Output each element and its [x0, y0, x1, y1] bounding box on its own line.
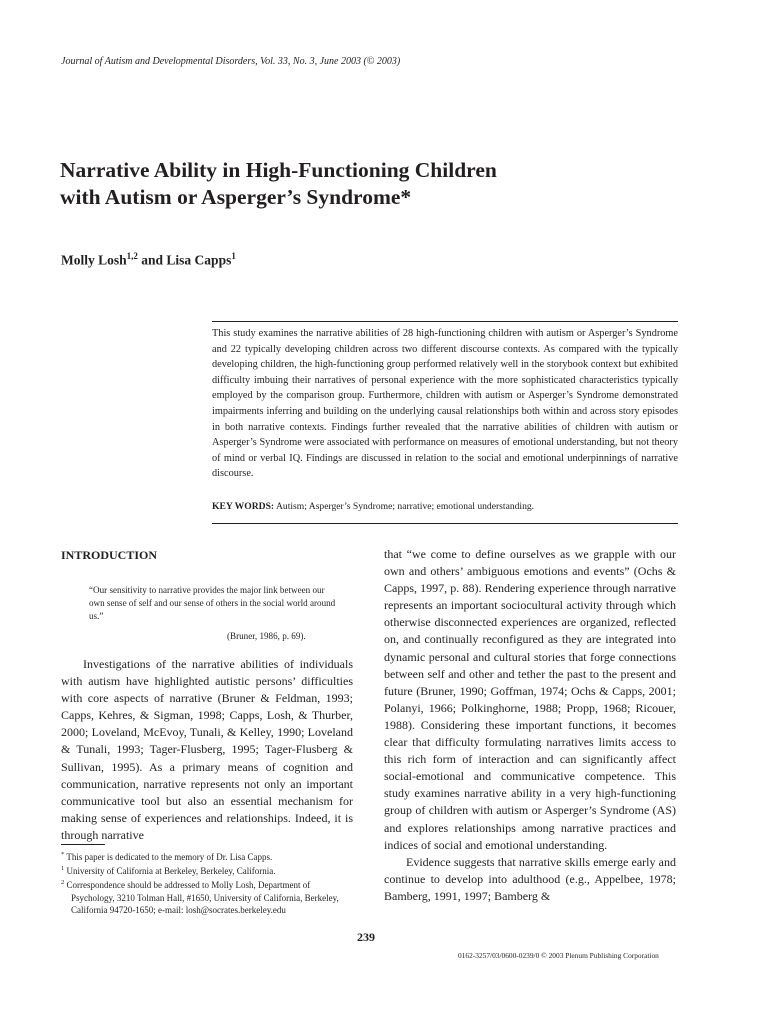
abstract-top-rule	[212, 321, 678, 322]
abstract: This study examines the narrative abilities of 28 high-functioning children with autism or Asperger’s Syndrome and 22 typically developing children across two different discourse contexts. As compared with the typically developing children, the high-functioning group performed relatively well in the storybook context but exhibited difficulty imbuing their narratives of personal experience with the more sophisticated characteristics typically employed by the comparison group. Furthermore, children with autism or Asperger’s Syndrome demonstrated impairments inferring and building on the underlying causal relationships both within and across story episodes in both narrative contexts. Findings further revealed that the narrative abilities of children with autism or Asperger’s Syndrome were associated with performance on measures of emotional understanding, but not theory of mind or verbal IQ. Findings are discussed in relation to the social and emotional underpinnings of narrative discourse.	[212, 328, 678, 480]
abstract-bottom-rule	[212, 523, 678, 524]
footnote	[61, 863, 355, 877]
copyright-line: 0162-3257/03/0600-0239/0 © 2003 Plenum Publishing Corporation	[458, 951, 659, 960]
affiliation-mark: 1,2	[126, 251, 138, 261]
author-name: Lisa Capps	[166, 252, 232, 268]
keywords-list: Autism; Asperger’s Syndrome; narrative; emotional understanding.	[274, 501, 535, 512]
footnote-mark: 1	[61, 865, 65, 873]
footnote-mark: *	[61, 851, 65, 858]
title-line-1: Narrative Ability in High-Functioning Children	[60, 158, 497, 182]
keywords-label: KEY WORDS:	[212, 501, 275, 512]
body-paragraph: Investigations of the narrative abilities of individuals with autism have highlighted autistic persons’ difficulties with core aspects of narrative (Bruner & Feldman, 1993; Capps, Kehres, & Sigman, 1998; Capps, Losh, & Thurber, 2000; Loveland, McEvoy, Tunali, & Kelley, 1990; Loveland & Tunali, 1993; Tager-Flusberg, 1995; Tager-Flusberg & Sullivan, 1995). As a primary means of cognition and communication, narrative represents not only an important communicative tool but also an essential mechanism for making sense of experiences and relationships. Indeed, it is through narrative	[61, 657, 353, 842]
author-name: Molly Losh	[61, 252, 127, 268]
section-heading: INTRODUCTION	[61, 548, 158, 562]
epigraph-quote: “Our sensitivity to narrative provides the major link between our own sense of self and our sense of others in the social world around us.”	[89, 585, 336, 621]
body-paragraph: Evidence suggests that narrative skills emerge early and continue to develop into adulthood (e.g., Appelbee, 1978; Bamberg, 1991, 1997; Bamberg &	[384, 854, 676, 903]
footnote-mark: 2	[61, 879, 65, 887]
footnote	[61, 877, 355, 916]
keywords	[212, 501, 678, 512]
footnote-rule	[61, 844, 105, 845]
author-separator: and	[137, 252, 167, 268]
title-line-2: with Autism or Asperger’s Syndrome*	[60, 185, 412, 209]
author-list	[61, 251, 236, 269]
footnote-text: This paper is dedicated to the memory of Dr. Lisa Capps.	[64, 852, 273, 862]
article-title	[60, 157, 700, 211]
journal-citation: Journal of Autism and Developmental Disorders, Vol. 33, No. 3, June 2003 (© 2003)	[61, 56, 401, 67]
footnote	[61, 849, 355, 863]
right-column	[384, 546, 676, 905]
footnote-text: University of California at Berkeley, Berkeley, California.	[64, 866, 276, 877]
epigraph-citation: (Bruner, 1986, p. 69).	[227, 631, 306, 641]
body-paragraph: that “we come to define ourselves as we grapple with our own and others’ ambiguous emotions and events” (Ochs & Capps, 1997, p. 88). Rendering experience through narrative represents an important sociocultural activity through which otherwise disconnected experiences are organized, reflected on, and continually reconfigured as they are integrated into dynamic personal and cultural stories that forge connections between self and other and tether the past to the present and future (Bruner, 1990; Goffman, 1974; Ochs & Capps, 2001; Polanyi, 1966; Polkinghorne, 1988; Propp, 1968; Ricouer, 1988). Considering these important functions, it becomes clear that difficulty formulating narratives limits access to this rich form of interaction and can significantly affect social-emotional and communicative competence. This study examines narrative ability in a very high-functioning group of children with autism or Asperger’s Syndrome (AS) and explores relationships among narrative practices and indices of social and emotional understanding.	[384, 547, 676, 852]
footnotes	[61, 849, 355, 916]
left-column	[61, 656, 353, 844]
page-number: 239	[357, 930, 375, 944]
affiliation-mark: 1	[231, 251, 236, 261]
footnote-text: Correspondence should be addressed to Molly Losh, Department of Psychology, 3210 Tolman Hall, #1650, University of California, Berkeley, California 94720-1650; e-mail: losh@socrates.berkeley.edu	[64, 880, 339, 915]
